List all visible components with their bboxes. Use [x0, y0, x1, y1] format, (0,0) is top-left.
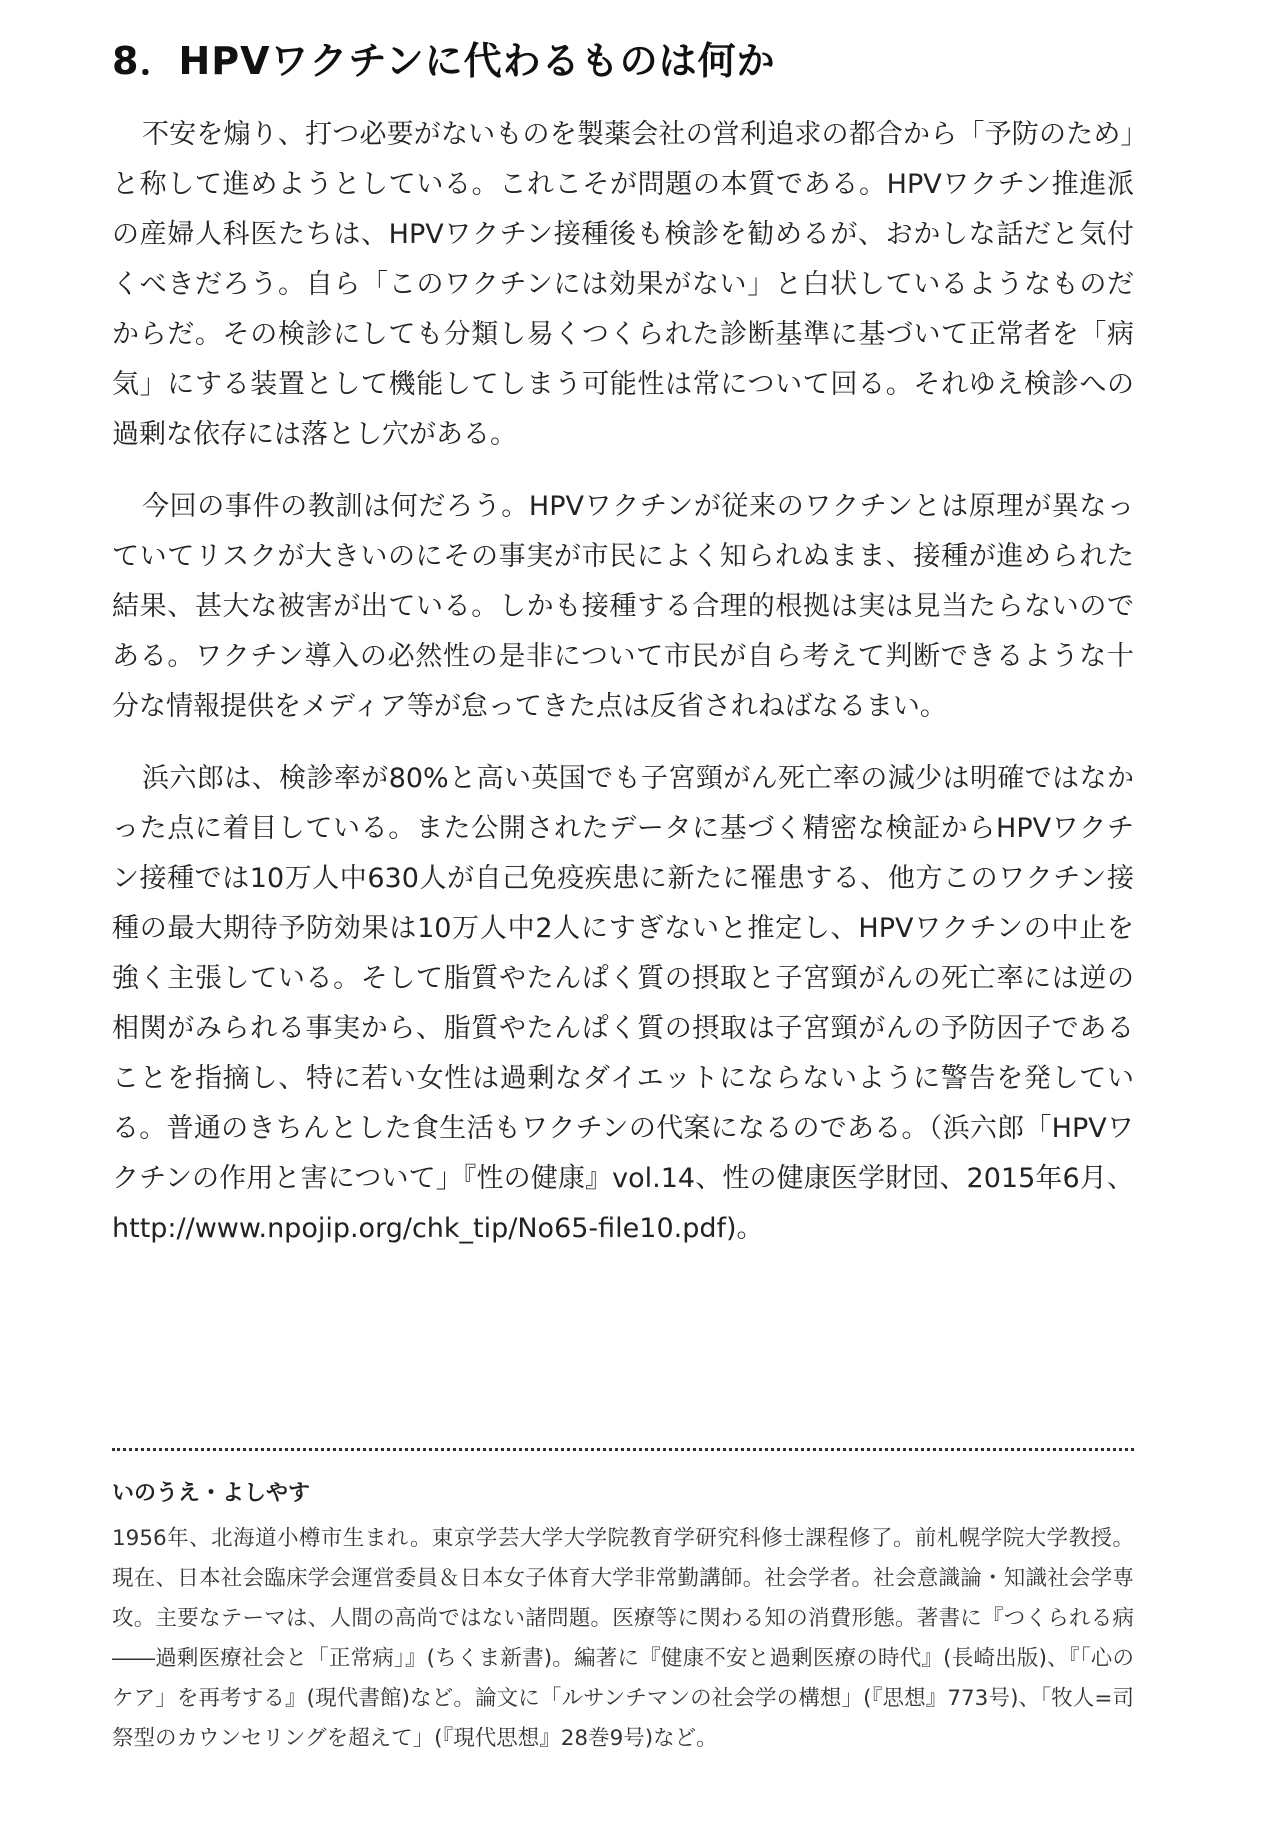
article-body	[112, 110, 1134, 1276]
dotted-divider	[112, 1448, 1134, 1451]
author-bio-text: 1956年、北海道小樽市生まれ。東京学芸大学大学院教育学研究科修士課程修了。前札幌学院大学教授。現在、日本社会臨床学会運営委員＆日本女子体育大学非常勤講師。社会学者。社会意識論・知識社会学専攻。主要なテーマは、人間の高尚ではない諸問題。医療等に関わる知の消費形態。著書に『つくられる病――過剰医療社会と「正常病」』(ちくま新書)。編著に『健康不安と過剰医療の時代』(長崎出版)、『「心のケア」を再考する』(現代書館)など。論文に「ルサンチマンの社会学の構想」(『思想』773号)、「牧人=司祭型のカウンセリングを超えて」(『現代思想』28巻9号)など。	[112, 1526, 1134, 1751]
paragraph-1: 不安を煽り、打つ必要がないものを製薬会社の営利追求の都合から「予防のため」と称して進めようとしている。これこそが問題の本質である。HPVワクチン推進派の産婦人科医たちは、HPVワクチン接種後も検診を勧めるが、おかしな話だと気付くべきだろう。自ら「このワクチンには効果がない」と白状しているようなものだからだ。その検診にしても分類し易くつくられた診断基準に基づいて正常者を「病気」にする装置として機能してしまう可能性は常について回る。それゆえ検診への過剰な依存には落とし穴がある。	[112, 119, 1134, 450]
author-bio	[112, 1476, 1134, 1759]
paragraph-2: 今回の事件の教訓は何だろう。HPVワクチンが従来のワクチンとは原理が異なっていてリスクが大きいのにその事実が市民によく知られぬまま、接種が進められた結果、甚大な被害が出ている。しかも接種する合理的根拠は実は見当たらないのである。ワクチン導入の必然性の是非について市民が自ら考えて判断できるような十分な情報提供をメディア等が怠ってきた点は反省されねばなるまい。	[112, 491, 1134, 722]
section-heading: 8．HPVワクチンに代わるものは何か	[112, 39, 776, 83]
paragraph-3: 浜六郎は、検診率が80%と高い英国でも子宮頸がん死亡率の減少は明確ではなかった点に着目している。また公開されたデータに基づく精密な検証からHPVワクチン接種では10万人中630人が自己免疫疾患に新たに罹患する、他方このワクチン接種の最大期待予防効果は10万人中2人にすぎないと推定し、HPVワクチンの中止を強く主張している。そして脂質やたんぱく質の摂取と子宮頸がんの死亡率には逆の相関がみられる事実から、脂質やたんぱく質の摂取は子宮頸がんの予防因子であることを指摘し、特に若い女性は過剰なダイエットにならないように警告を発している。普通のきちんとした食生活もワクチンの代案になるのである。（浜六郎「HPVワクチンの作用と害について」『性の健康』vol.14、性の健康医学財団、2015年6月、http://www.npojip.org/chk_tip/No65-file10.pdf)。	[112, 763, 1134, 1244]
author-name: いのうえ・よしやす	[112, 1481, 311, 1506]
